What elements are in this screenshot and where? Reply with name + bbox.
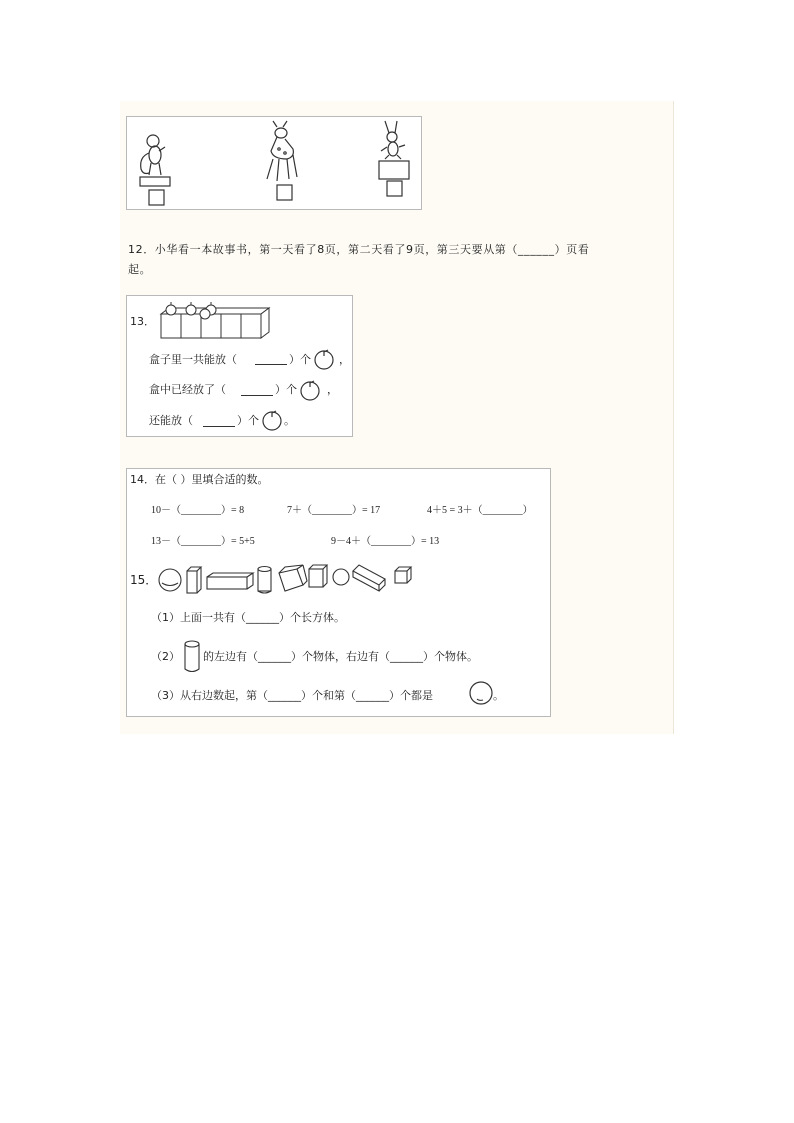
solid-shapes-row: [157, 561, 417, 595]
cylinder-icon: [183, 639, 201, 675]
sphere-icon: [467, 679, 495, 707]
animals-illustration: [127, 117, 423, 211]
question-13-line-2-text: 盒中已经放了（: [149, 383, 226, 396]
question-13-line-3-text: 还能放（: [149, 414, 193, 427]
cylinder-icon: [258, 567, 271, 594]
question-15-part-1: （1）上面一共有（______）个长方体。: [151, 611, 345, 624]
apple-icon: [261, 408, 283, 432]
question-15-part-3-text: （3）从右边数起，第（______）个和第（______）个都是: [151, 689, 433, 702]
question-13-line-1-unit: ）个: [289, 353, 311, 366]
question-15-part-3-end: 。: [493, 689, 504, 702]
apple-icon: [313, 347, 335, 371]
monkey-figure: [140, 135, 170, 205]
cuboid-icon: [187, 567, 201, 593]
question-13-line-1-end: ，: [339, 353, 350, 366]
sphere-icon: [159, 569, 181, 591]
question-13-line-2-end: ，: [327, 383, 338, 396]
question-13-line-1-text: 盒子里一共能放（: [149, 353, 237, 366]
question-12-line-1: 12．小华看一本故事书，第一天看了8页，第二天看了9页，第三天要从第（______）页看: [128, 243, 590, 256]
question-15-number: 15．: [130, 573, 158, 587]
equation-5: 9－4＋（________）= 13: [331, 536, 440, 547]
answer-blank-remaining[interactable]: [203, 426, 235, 427]
equation-3: 4＋5 = 3＋（________）: [427, 505, 533, 516]
apple-icon: [299, 378, 321, 402]
answer-blank-placed[interactable]: [241, 395, 273, 396]
question-15-part-2-text: 的左边有（______）个物体，右边有（______）个物体。: [203, 650, 478, 663]
question-13-line-3-end: 。: [284, 414, 295, 427]
question-12: [128, 240, 668, 280]
answer-blank-total[interactable]: [255, 364, 287, 365]
question-15-part-2-label: （2）: [151, 650, 180, 663]
cuboid-icon: [353, 565, 385, 591]
equation-4: 13－（________）= 5+5: [151, 536, 255, 547]
question-12-line-2: 起。: [128, 263, 152, 276]
cuboid-icon: [207, 573, 253, 589]
equation-2: 7＋（________）= 17: [287, 505, 381, 516]
deer-figure: [267, 121, 297, 200]
apple-box-icon: [161, 300, 269, 340]
cube-icon: [395, 567, 411, 583]
question-13-box: [126, 295, 353, 437]
cube-icon: [309, 565, 327, 587]
rabbit-figure: [379, 121, 409, 196]
sphere-icon: [333, 569, 349, 585]
question-14-title: 14．在（ ）里填合适的数。: [130, 473, 269, 486]
question-13-line-2-unit: ）个: [275, 383, 297, 396]
question-14-15-box: [126, 468, 551, 717]
equation-1: 10－（________）= 8: [151, 505, 245, 516]
question-13-number: 13．: [130, 315, 155, 328]
question-13-line-3-unit: ）个: [237, 414, 259, 427]
animals-picture-box: [126, 116, 422, 210]
cube-icon: [279, 565, 307, 591]
